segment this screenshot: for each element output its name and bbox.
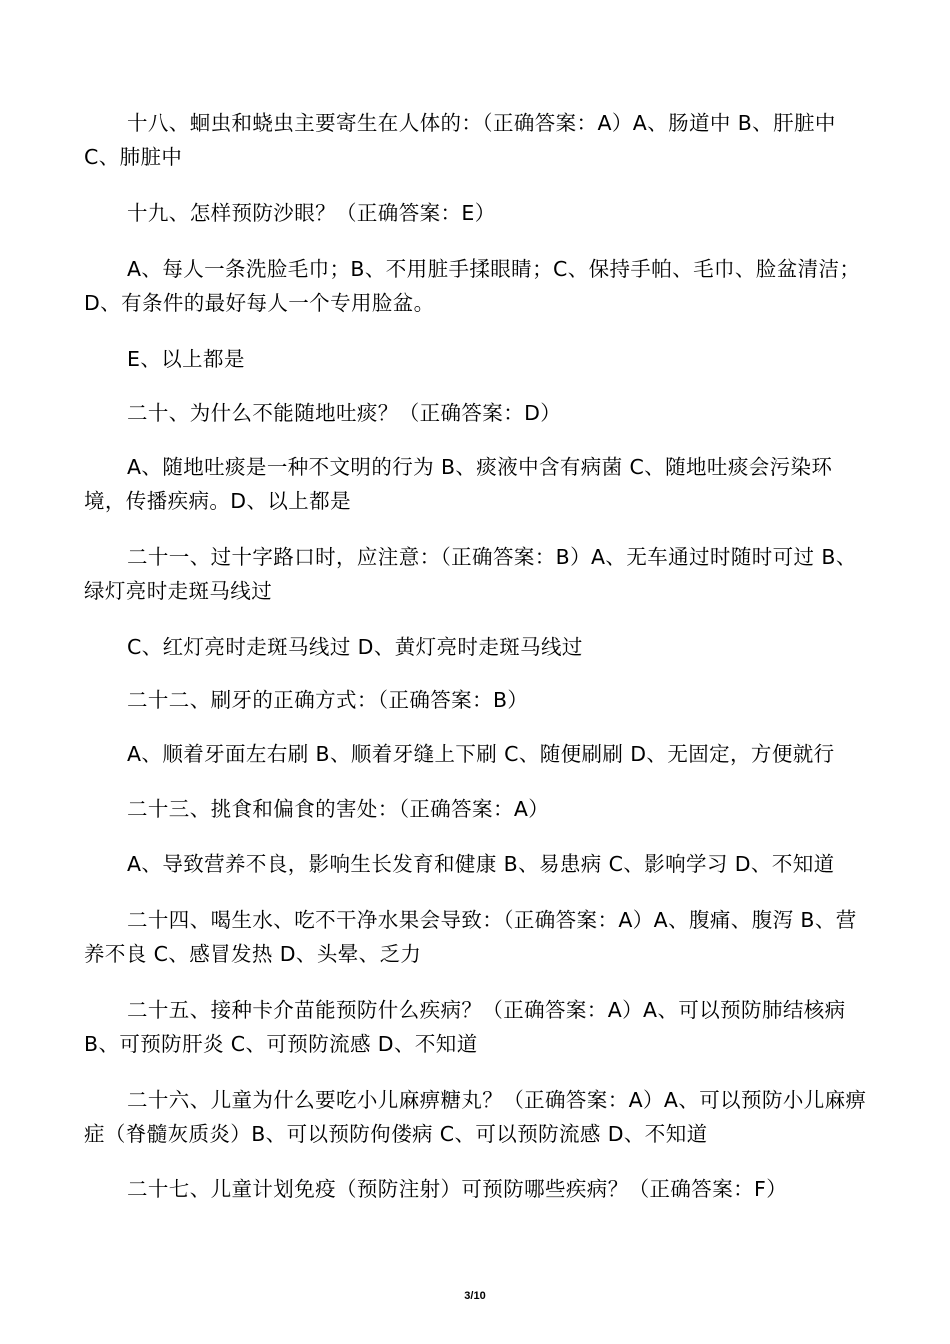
question-19: 十九、怎样预防沙眼？（正确答案：E） — [127, 201, 496, 225]
question-20: 二十、为什么不能随地吐痰？（正确答案：D） — [127, 401, 562, 425]
question-21-options: C、红灯亮时走斑马线过 D、黄灯亮时走斑马线过 — [127, 635, 583, 659]
question-26: 二十六、儿童为什么要吃小儿麻痹糖丸？（正确答案：A）A、可以预防小儿麻痹症（脊髓灰质炎）B、可以预防佝偻病 C、可以预防流感 D、不知道 — [84, 1088, 867, 1146]
question-25: 二十五、接种卡介苗能预防什么疾病？（正确答案：A）A、可以预防肺结核病 B、可预防肝炎 C、可预防流感 D、不知道 — [84, 998, 846, 1056]
question-27: 二十七、儿童计划免疫（预防注射）可预防哪些疾病？（正确答案：F） — [127, 1177, 788, 1201]
page-number: 3/10 — [464, 1290, 486, 1302]
question-20-options: A、随地吐痰是一种不文明的行为 B、痰液中含有病菌 C、随地吐痰会污染环境，传播疾病。D、以上都是 — [84, 455, 833, 513]
question-19-options: A、每人一条洗脸毛巾；B、不用脏手揉眼睛；C、保持手帕、毛巾、脸盆清洁；D、有条件的最好每人一个专用脸盆。 — [84, 257, 861, 315]
question-22-options: A、顺着牙面左右刷 B、顺着牙缝上下刷 C、随便刷刷 D、无固定，方便就行 — [127, 742, 835, 766]
question-19-option-e: E、以上都是 — [127, 347, 245, 371]
question-21: 二十一、过十字路口时，应注意：（正确答案：B）A、无车通过时随时可过 B、绿灯亮时走斑马线过 — [84, 545, 857, 603]
question-18: 十八、蛔虫和蛲虫主要寄生在人体的：（正确答案：A）A、肠道中 B、肝脏中 C、肺脏中 — [84, 111, 836, 169]
question-23: 二十三、挑食和偏食的害处：（正确答案：A） — [127, 797, 550, 821]
question-24: 二十四、喝生水、吃不干净水果会导致：（正确答案：A）A、腹痛、腹泻 B、营养不良 C、感冒发热 D、头晕、乏力 — [84, 908, 857, 966]
question-22: 二十二、刷牙的正确方式：（正确答案：B） — [127, 688, 529, 712]
question-23-options: A、导致营养不良，影响生长发育和健康 B、易患病 C、影响学习 D、不知道 — [127, 852, 835, 876]
